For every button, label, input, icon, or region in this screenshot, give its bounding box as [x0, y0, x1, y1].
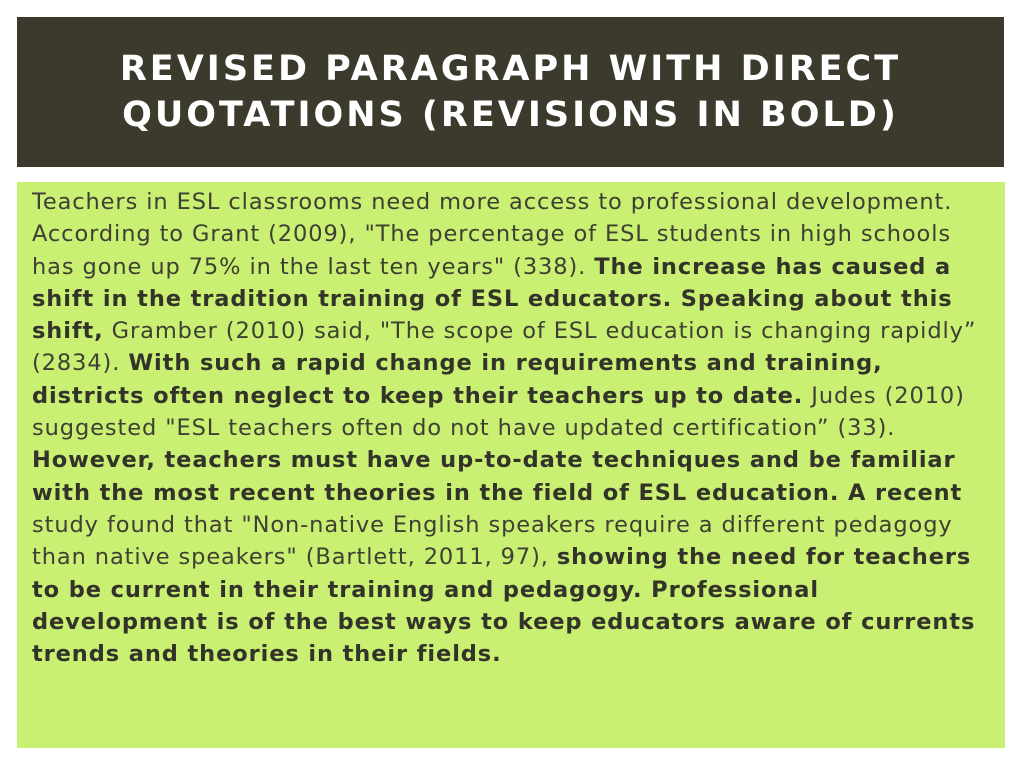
text-segment: Judes (2010) suggested "ESL teachers often do not have updated certification” (33).	[32, 382, 965, 442]
revision-segment: With such a rapid change in requirements and training, districts often neglect to keep their teachers up to date.	[32, 350, 883, 409]
content-box	[17, 182, 1005, 748]
text-segment: Teachers in ESL classrooms need more access to professional development. According to Grant (2009), "The percentage of ESL students in high schools has gone up 75% in the last ten years" (338).	[32, 189, 953, 280]
slide-title	[80, 46, 941, 138]
title-line-1: REVISED PARAGRAPH WITH DIRECT	[119, 49, 902, 89]
title-line-2: QUOTATIONS (REVISIONS IN BOLD)	[122, 95, 899, 135]
revision-segment: However, teachers must have up-to-date techniques and be familiar with the most recent theories in the field of ESL education. A recent	[32, 447, 963, 506]
text-segment: Gramber (2010) said, "The scope of ESL education is changing rapidly” (2834).	[32, 318, 977, 377]
revision-segment: The increase has caused a shift in the tradition training of ESL educators. Speaking about this shift,	[32, 253, 953, 345]
text-segment: study found that "Non-native English speakers require a different pedagogy than native speakers" (Bartlett, 2011, 97),	[32, 511, 953, 571]
title-bar	[17, 17, 1004, 167]
body-paragraph	[32, 186, 985, 670]
revision-segment: showing the need for teachers to be current in their training and pedagogy. Professional development is of the best ways to keep educators aware of currents trends and theories in their fields.	[32, 544, 976, 668]
